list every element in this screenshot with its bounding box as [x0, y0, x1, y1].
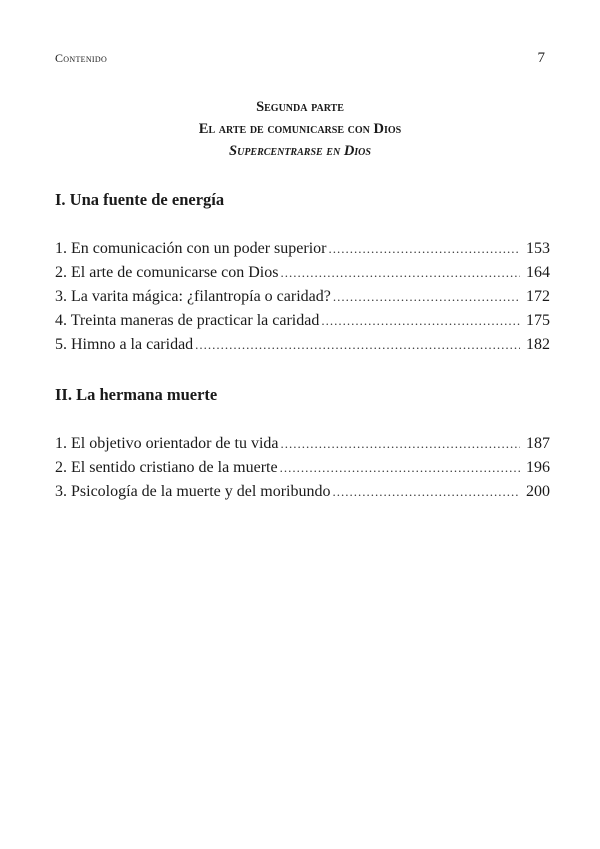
toc-section-2	[55, 385, 550, 504]
part-heading	[0, 96, 600, 162]
entry-page-number: 164	[526, 264, 550, 281]
dot-leader	[328, 237, 520, 261]
toc-entry[interactable]	[55, 456, 550, 480]
running-header	[55, 50, 545, 67]
dot-leader	[281, 432, 521, 456]
toc-entry[interactable]	[55, 480, 550, 504]
toc-entry[interactable]	[55, 285, 550, 309]
entry-title: 3. La varita mágica: ¿filantropía o caridad?	[55, 288, 331, 305]
running-title: Contenido	[55, 51, 108, 65]
entry-title: 2. El arte de comunicarse con Dios	[55, 264, 279, 281]
part-label: Segunda parte	[256, 99, 344, 115]
part-title: El arte de comunicarse con Dios	[198, 121, 402, 137]
toc-entry[interactable]	[55, 333, 550, 357]
entry-page-number: 175	[526, 312, 550, 329]
section-title: I. Una fuente de energía	[55, 190, 225, 209]
section-title: II. La hermana muerte	[55, 385, 218, 404]
toc-entry[interactable]	[55, 261, 550, 285]
dot-leader	[333, 285, 520, 309]
entry-title: 4. Treinta maneras de practicar la caridad	[55, 312, 320, 329]
dot-leader	[280, 456, 520, 480]
entry-page-number: 187	[526, 435, 550, 452]
entry-page-number: 200	[526, 483, 550, 500]
dot-leader	[195, 333, 520, 357]
entry-page-number: 196	[526, 459, 550, 476]
entry-title: 1. En comunicación con un poder superior	[55, 240, 327, 257]
toc-entry[interactable]	[55, 237, 550, 261]
dot-leader	[333, 480, 521, 504]
dot-leader	[321, 309, 520, 333]
entry-title: 3. Psicología de la muerte y del moribundo	[55, 483, 331, 500]
toc-entry[interactable]	[55, 432, 550, 456]
dot-leader	[280, 261, 520, 285]
page-number: 7	[537, 50, 545, 66]
entry-page-number: 172	[526, 288, 550, 305]
toc-entry[interactable]	[55, 309, 550, 333]
entry-page-number: 153	[526, 240, 550, 257]
toc-section-1	[55, 190, 550, 357]
entry-title: 1. El objetivo orientador de tu vida	[55, 435, 279, 452]
entry-title: 5. Himno a la caridad	[55, 336, 194, 353]
entry-title: 2. El sentido cristiano de la muerte	[55, 459, 278, 476]
part-subtitle: Supercentrarse en Dios	[229, 143, 371, 159]
entry-page-number: 182	[526, 336, 550, 353]
